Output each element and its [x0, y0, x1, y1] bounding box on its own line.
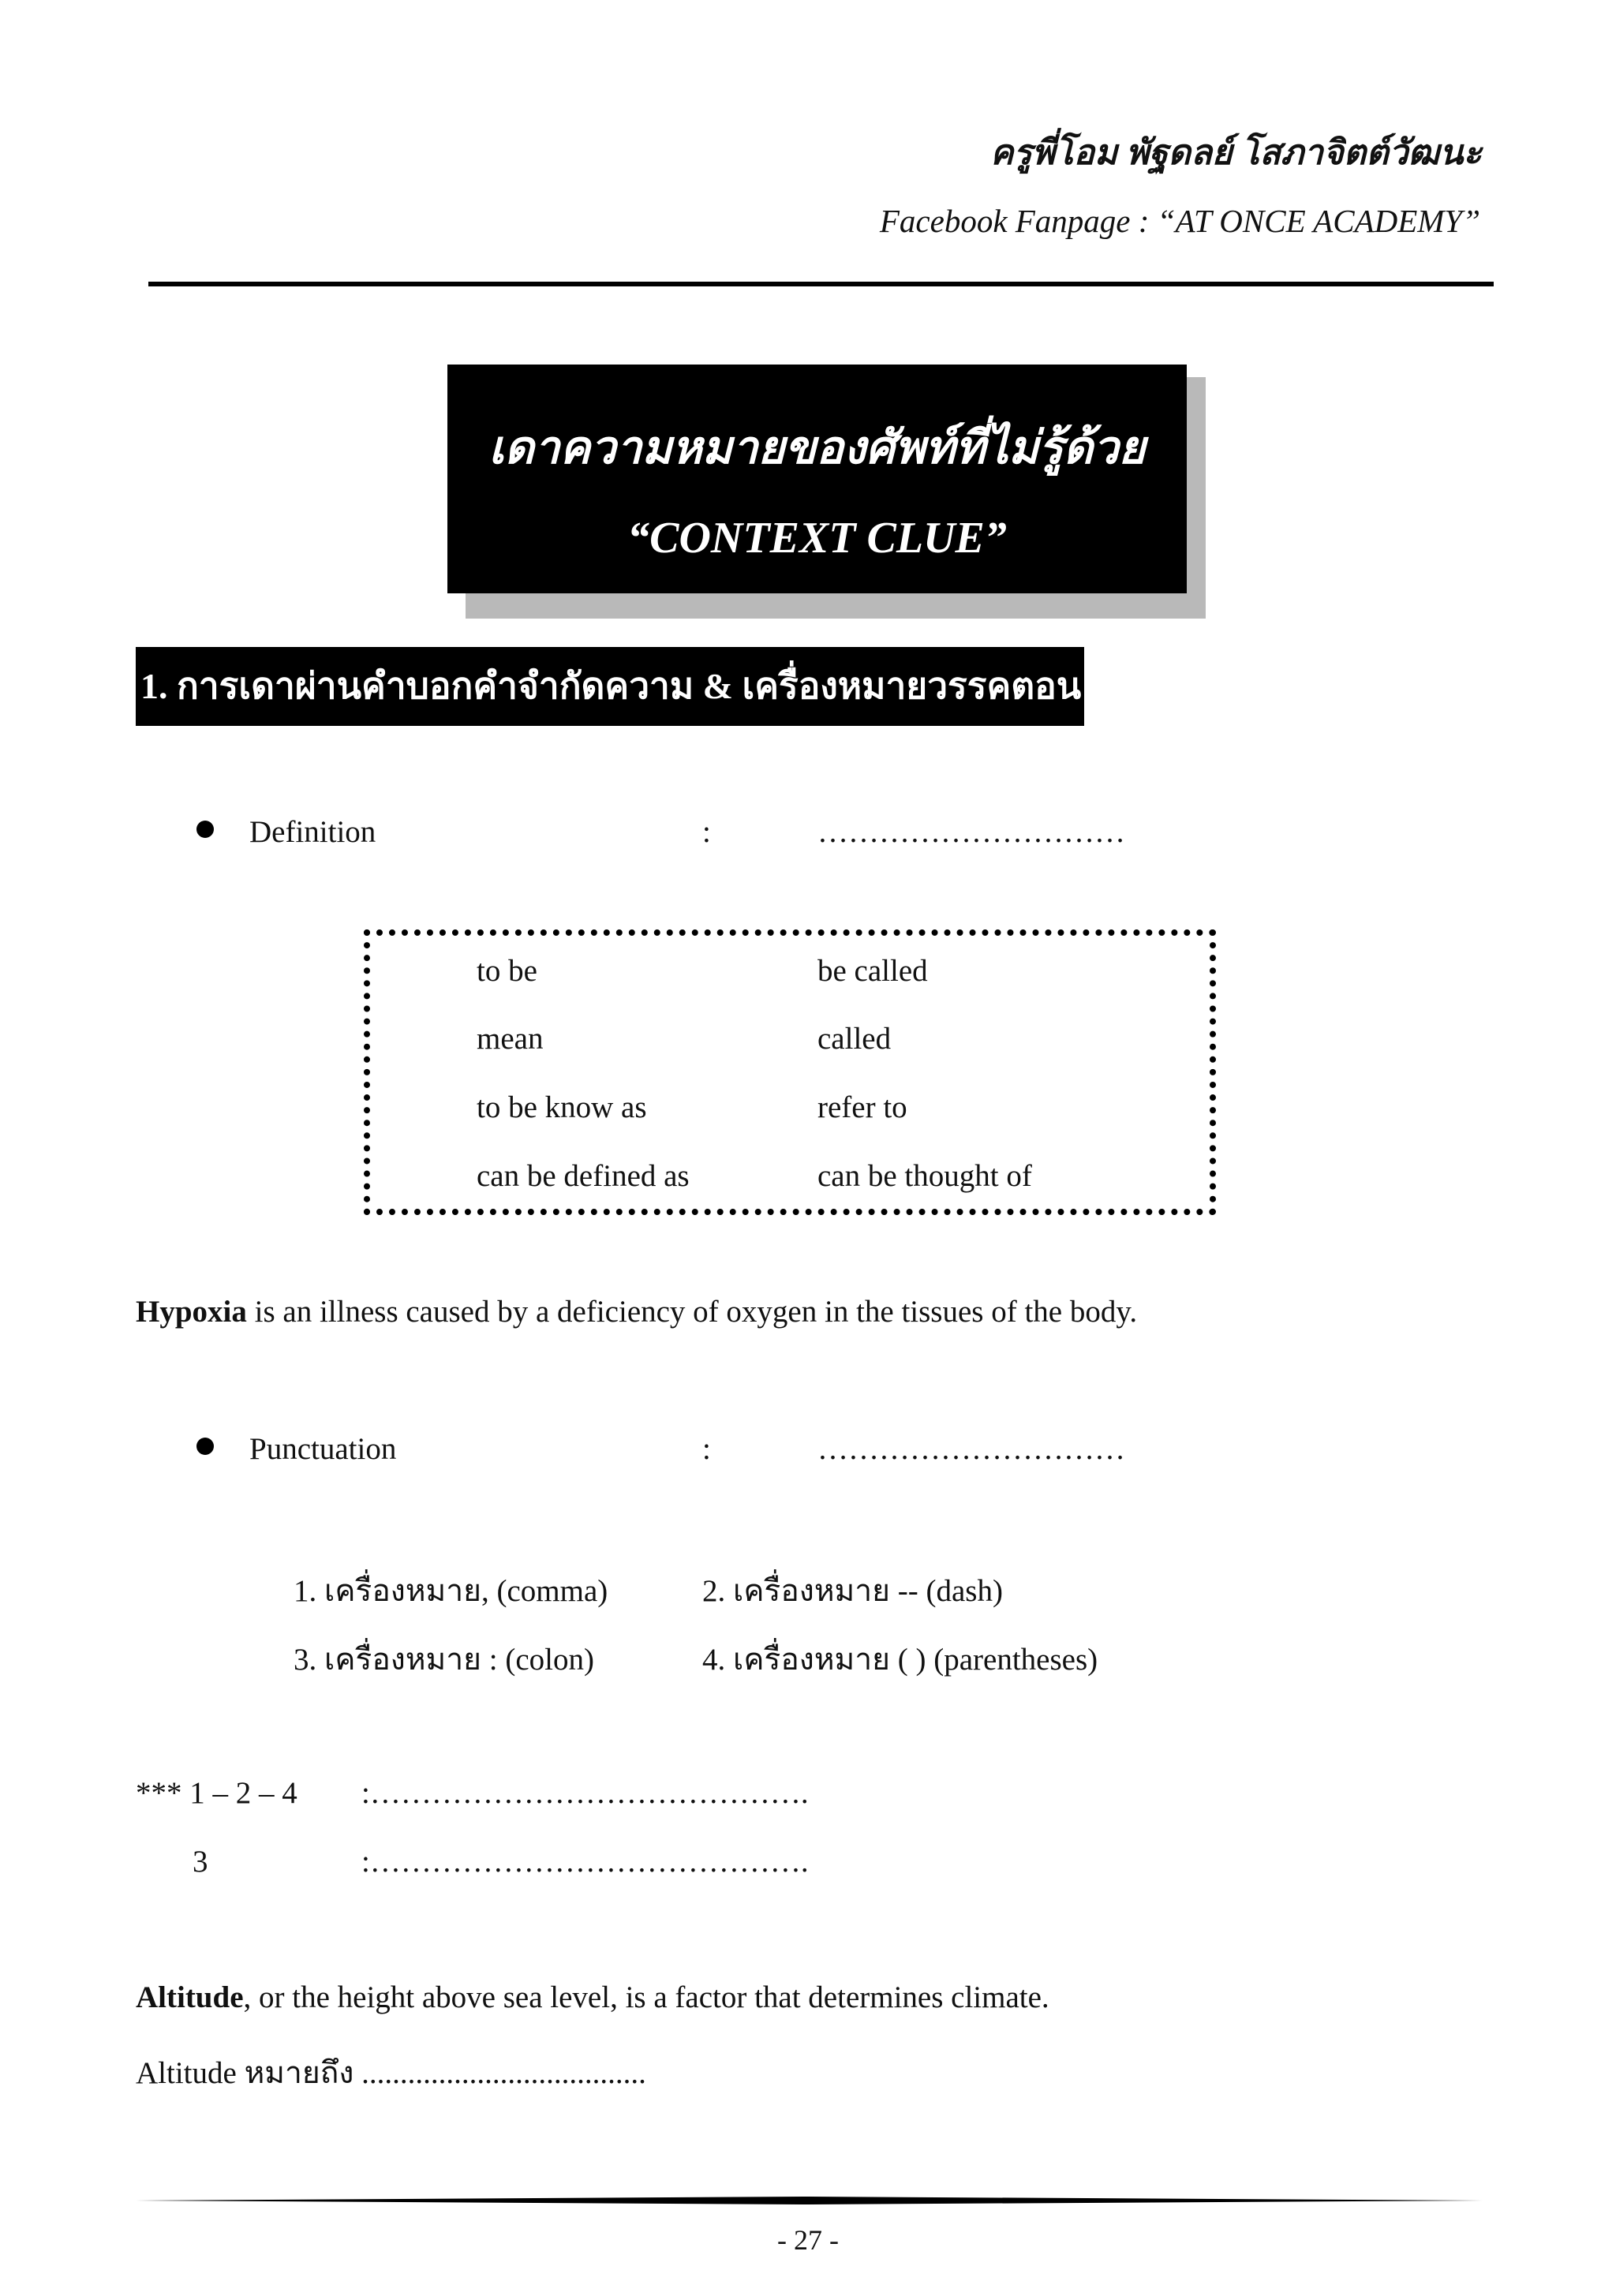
punctuation-item: 3. เครื่องหมาย : (colon): [294, 1643, 594, 1677]
note-blank: :…………………………………….: [361, 1776, 809, 1810]
hypoxia-sentence: [136, 1294, 1137, 1329]
note-label: *** 1 – 2 – 4: [136, 1776, 297, 1810]
altitude-sentence: [136, 1980, 1049, 2015]
definition-colon: :: [702, 815, 711, 849]
punctuation-blank: …………………………: [817, 1432, 1125, 1466]
page-number: - 27 -: [777, 2224, 839, 2256]
punctuation-item: 4. เครื่องหมาย ( ) (parentheses): [702, 1643, 1098, 1677]
punctuation-label: Punctuation: [249, 1432, 397, 1466]
note-label: 3: [193, 1845, 208, 1879]
definition-word: be called: [817, 954, 928, 988]
definition-word: called: [817, 1022, 892, 1056]
altitude-rest: , or the height above sea level, is a factor that determines climate.: [243, 1980, 1049, 2014]
title-line-thai: เดาความหมายของศัพท์ที่ไม่รู้ด้วย: [488, 422, 1146, 473]
punctuation-item: 2. เครื่องหมาย -- (dash): [702, 1574, 1003, 1608]
section-heading: 1. การเดาผ่านคำบอกคำจำกัดความ & เครื่องหมายวรรคตอน: [136, 647, 1084, 726]
author-name: ครูพี่โอม พัฐดลย์ โสภาจิตต์วัฒนะ: [989, 133, 1482, 172]
header-divider: [148, 282, 1494, 286]
punctuation-colon: :: [702, 1432, 711, 1466]
hypoxia-rest: is an illness caused by a deficiency of oxygen in the tissues of the body.: [246, 1295, 1138, 1329]
definition-word: can be thought of: [817, 1159, 1032, 1193]
punctuation-item: 1. เครื่องหมาย, (comma): [294, 1574, 608, 1608]
definition-word: refer to: [817, 1090, 907, 1124]
definition-label: Definition: [249, 815, 376, 849]
footer-divider: [136, 2197, 1483, 2204]
definition-blank: …………………………: [817, 815, 1125, 849]
fanpage-caption: Facebook Fanpage : “AT ONCE ACADEMY”: [879, 203, 1480, 239]
definition-word: mean: [477, 1022, 544, 1056]
note-blank: :…………………………………….: [361, 1845, 809, 1879]
definition-word: to be know as: [477, 1090, 647, 1124]
altitude-term: Altitude: [136, 1980, 244, 2014]
definition-word: can be defined as: [477, 1159, 690, 1193]
bullet-icon: [196, 1438, 214, 1455]
bullet-icon: [196, 821, 214, 838]
altitude-question: Altitude หมายถึง .....................................: [136, 2056, 646, 2090]
definition-word: to be: [477, 954, 537, 988]
title-box: [447, 365, 1187, 593]
title-line-context-clue: “CONTEXT CLUE”: [627, 514, 1007, 563]
hypoxia-term: Hypoxia: [136, 1295, 247, 1329]
